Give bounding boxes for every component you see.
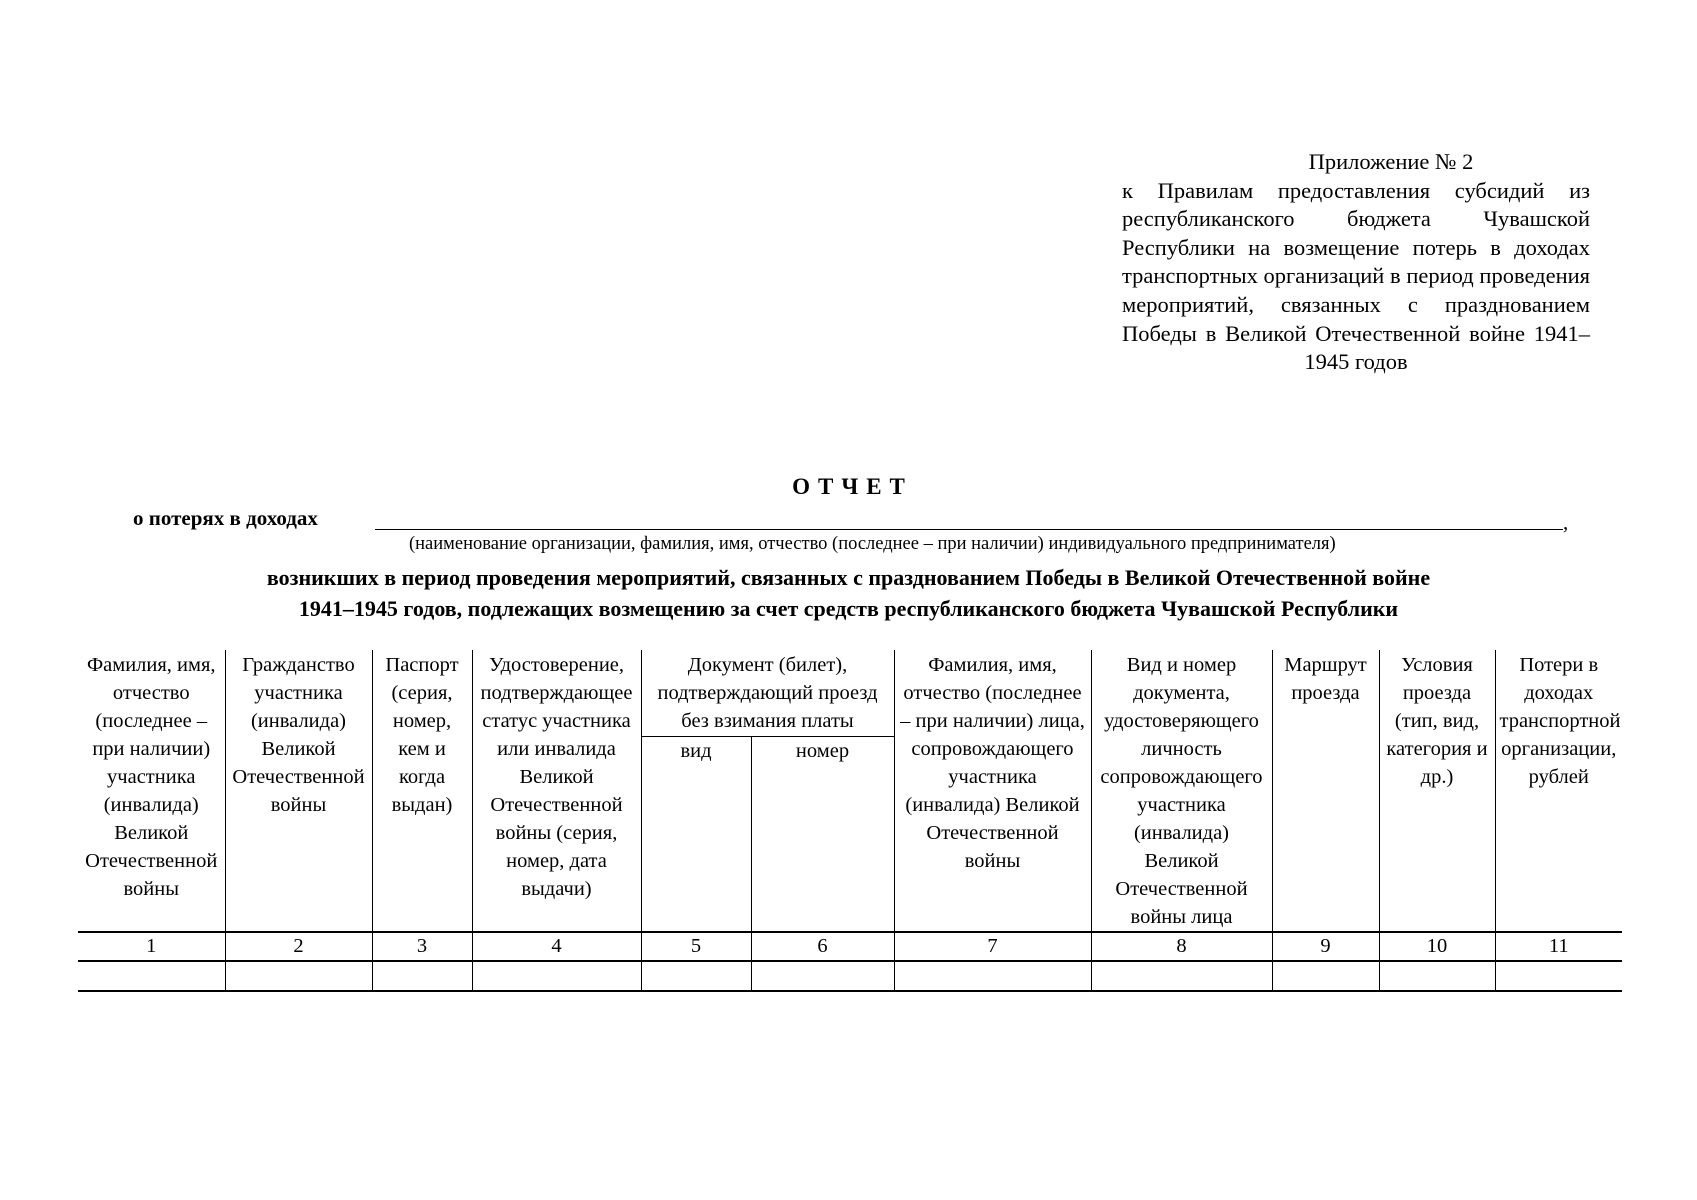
appendix-block xyxy=(1122,148,1590,377)
losses-line xyxy=(133,506,1573,534)
column-numbers-row xyxy=(78,932,1622,961)
appendix-number: Приложение № 2 xyxy=(1308,149,1474,174)
column-number: 3 xyxy=(372,932,472,961)
report-title: ОТЧЕТ xyxy=(792,474,913,499)
losses-label: о потерях в доходах xyxy=(133,506,318,530)
empty-cell xyxy=(78,961,225,991)
column-number: 2 xyxy=(225,932,372,961)
organization-caption: (наименование организации, фамилия, имя, отчество (последнее – при наличии) индивидуального предпринимателя) xyxy=(409,534,1336,554)
header-certificate: Удостоверение, подтверждающее статус участника или инвалида Великой Отечественной войны (серия, номер, дата выдачи) xyxy=(472,650,641,932)
column-number: 10 xyxy=(1379,932,1495,961)
empty-cell xyxy=(751,961,894,991)
header-citizenship: Гражданство участника (инвалида) Великой Отечественной войны xyxy=(225,650,372,932)
empty-cell xyxy=(472,961,641,991)
empty-cell xyxy=(1379,961,1495,991)
header-full-name: Фамилия, имя, отчество (последнее – при наличии) участника (инвалида) Великой Отечественной войны xyxy=(78,650,225,932)
column-number: 8 xyxy=(1091,932,1272,961)
appendix-text: к Правилам предоставления субсидий из республиканского бюджета Чувашской Республики на возмещение потерь в доходах транспортных организаций в период проведения мероприятий, связанных с празднованием Победы в Великой Отечественной войне 1941–1945 годов xyxy=(1122,177,1590,375)
header-escort-name: Фамилия, имя, отчество (последнее – при наличии) лица, сопровождающего участника (инвалида) Великой Отечественной войны xyxy=(894,650,1091,932)
column-number: 7 xyxy=(894,932,1091,961)
empty-cell xyxy=(641,961,751,991)
column-number: 5 xyxy=(641,932,751,961)
subtitle-line-1: возникших в период проведения мероприятий, связанных с празднованием Победы в Великой Отечественной войне xyxy=(266,565,1431,590)
column-number: 6 xyxy=(751,932,894,961)
header-passport: Паспорт (серия, номер, кем и когда выдан) xyxy=(372,650,472,932)
column-number: 11 xyxy=(1495,932,1622,961)
column-number: 9 xyxy=(1272,932,1379,961)
column-number: 1 xyxy=(78,932,225,961)
empty-cell xyxy=(1091,961,1272,991)
subtitle-line-2: 1941–1945 годов, подлежащих возмещению за счет средств республиканского бюджета Чувашской Республики xyxy=(298,596,1399,621)
header-escort-document: Вид и номер документа, удостоверяющего личность сопровождающего участника (инвалида) Великой Отечественной войны лица xyxy=(1091,650,1272,932)
report-table xyxy=(78,650,1622,992)
empty-cell xyxy=(1272,961,1379,991)
subheader-number: номер xyxy=(751,736,894,932)
empty-cell xyxy=(894,961,1091,991)
table-row xyxy=(78,961,1622,991)
trailing-comma: , xyxy=(1563,510,1569,534)
header-route: Маршрут проезда xyxy=(1272,650,1379,932)
header-travel-conditions: Условия проезда (тип, вид, категория и др.) xyxy=(1379,650,1495,932)
column-number: 4 xyxy=(472,932,641,961)
report-subtitle xyxy=(0,562,1697,624)
fill-in-line xyxy=(375,529,1563,530)
header-ticket-document: Документ (билет), подтверждающий проезд без взимания платы xyxy=(641,650,894,736)
header-losses: Потери в доходах транспортной организации, рублей xyxy=(1495,650,1622,932)
empty-cell xyxy=(225,961,372,991)
empty-cell xyxy=(1495,961,1622,991)
empty-cell xyxy=(372,961,472,991)
subheader-type: вид xyxy=(641,736,751,932)
